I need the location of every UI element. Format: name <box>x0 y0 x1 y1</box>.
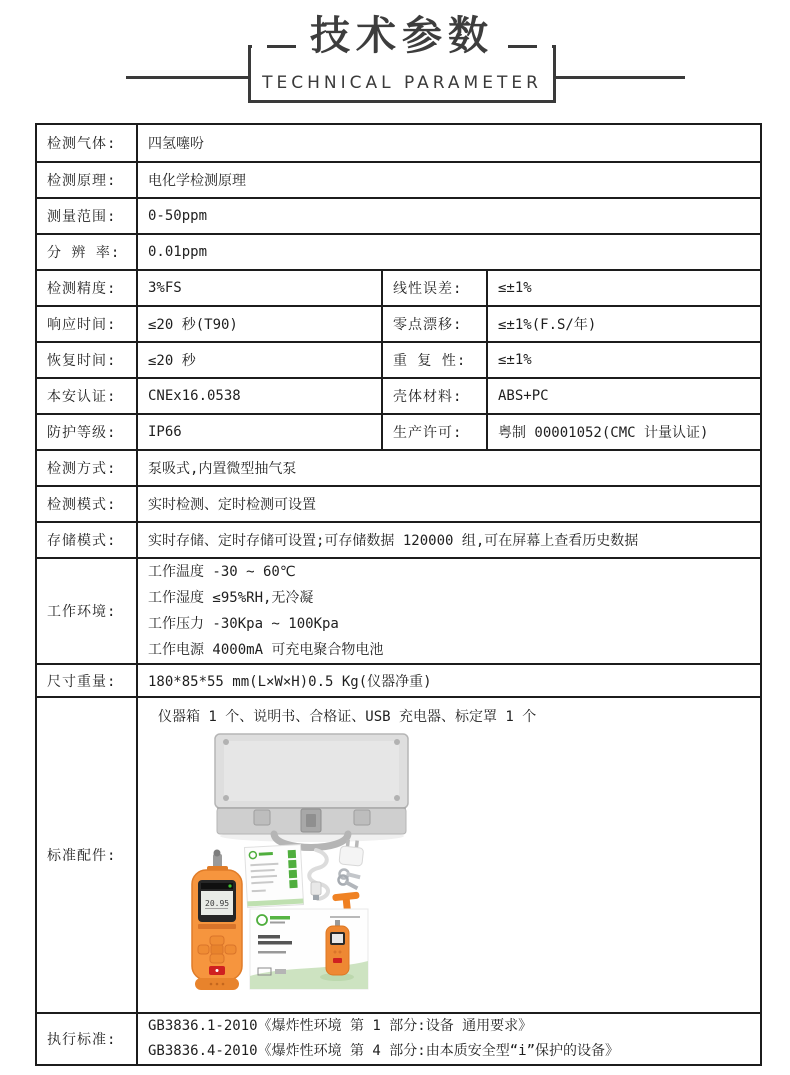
housing-value: ABS+PC <box>487 378 761 414</box>
header-left-line <box>126 76 248 79</box>
range-value: 0-50ppm <box>137 198 761 234</box>
environment-label: 工作环境: <box>36 558 137 664</box>
gas-value: 四氢噻吩 <box>137 124 761 162</box>
resolution-value: 0.01ppm <box>137 234 761 270</box>
accuracy-label: 检测精度: <box>36 270 137 306</box>
mode-label: 检测模式: <box>36 486 137 522</box>
env-power: 工作电源 4000mA 可充电聚合物电池 <box>148 642 384 658</box>
env-humidity: 工作湿度 ≤95%RH,无冷凝 <box>148 590 314 606</box>
range-label: 测量范围: <box>36 198 137 234</box>
recovery-time-value: ≤20 秒 <box>137 342 382 378</box>
accessories-list: 仪器箱 1 个、说明书、合格证、USB 充电器、标定罩 1 个 <box>158 709 537 725</box>
method-label: 检测方式: <box>36 450 137 486</box>
zero-drift-label: 零点漂移: <box>382 306 487 342</box>
gas-label: 检测气体: <box>36 124 137 162</box>
certification-value: CNEx16.0538 <box>137 378 382 414</box>
standards-value <box>137 1013 761 1065</box>
gas-detector-icon <box>192 850 242 991</box>
response-time-label: 响应时间: <box>36 306 137 342</box>
housing-label: 壳体材料: <box>382 378 487 414</box>
protection-value: IP66 <box>137 414 382 450</box>
accessories-cell <box>137 697 761 1013</box>
certificate-booklet-icon <box>244 845 303 908</box>
environment-value <box>137 558 761 664</box>
detector-lcd-reading: 20.95 <box>205 899 230 908</box>
zero-drift-value: ≤±1%(F.S/年) <box>487 306 761 342</box>
title-box-gap-left <box>252 43 267 50</box>
standard-gb3836-4: GB3836.4-2010《爆炸性环境 第 4 部分:由本质安全型“i”保护的设备》 <box>148 1043 620 1059</box>
storage-value: 实时存储、定时存储可设置;可存储数据 120000 组,可在屏幕上查看历史数据 <box>137 522 761 558</box>
repeatability-value: ≤±1% <box>487 342 761 378</box>
principle-label: 检测原理: <box>36 162 137 198</box>
linearity-value: ≤±1% <box>487 270 761 306</box>
header-right-line <box>556 76 685 79</box>
aluminum-case-icon <box>215 734 408 848</box>
accuracy-value: 3%FS <box>137 270 382 306</box>
env-temperature: 工作温度 -30 ~ 60℃ <box>148 564 296 580</box>
standard-gb3836-1: GB3836.1-2010《爆炸性环境 第 1 部分:设备 通用要求》 <box>148 1018 533 1034</box>
protection-label: 防护等级: <box>36 414 137 450</box>
resolution-label: 分 辨 率: <box>36 234 137 270</box>
accessories-label: 标准配件: <box>36 697 137 1013</box>
title-box-gap-right <box>537 43 552 50</box>
header <box>0 0 790 123</box>
package-photo <box>154 730 444 996</box>
response-time-value: ≤20 秒(T90) <box>137 306 382 342</box>
page-title: 技术参数 <box>296 12 508 60</box>
mode-value: 实时检测、定时检测可设置 <box>137 486 761 522</box>
repeatability-label: 重 复 性: <box>382 342 487 378</box>
principle-value: 电化学检测原理 <box>137 162 761 198</box>
linearity-label: 线性误差: <box>382 270 487 306</box>
license-label: 生产许可: <box>382 414 487 450</box>
user-manual-icon <box>250 909 368 989</box>
dimensions-label: 尺寸重量: <box>36 664 137 697</box>
standards-label: 执行标准: <box>36 1013 137 1065</box>
usb-cable-icon <box>309 850 328 900</box>
page-subtitle: TECHNICAL PARAMETER <box>262 73 542 93</box>
env-pressure: 工作压力 -30Kpa ~ 100Kpa <box>148 616 339 632</box>
recovery-time-label: 恢复时间: <box>36 342 137 378</box>
method-value: 泵吸式,内置微型抽气泵 <box>137 450 761 486</box>
dimensions-value: 180*85*55 mm(L×W×H)0.5 Kg(仪器净重) <box>137 664 761 697</box>
storage-label: 存储模式: <box>36 522 137 558</box>
spec-table <box>35 123 762 1066</box>
keys-icon <box>339 870 361 891</box>
license-value: 粤制 00001052(CMC 计量认证) <box>487 414 761 450</box>
certification-label: 本安认证: <box>36 378 137 414</box>
